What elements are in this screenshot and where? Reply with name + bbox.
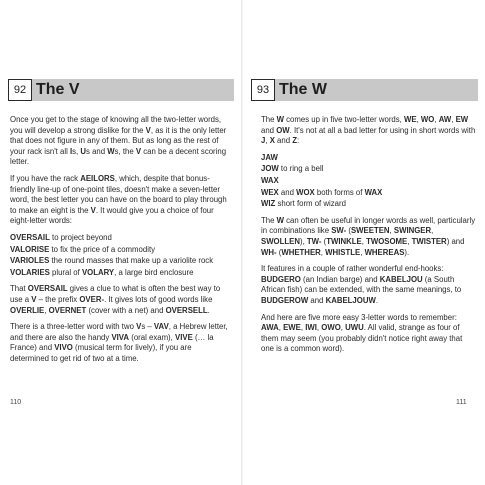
text-run: and [274,136,293,146]
body-paragraphs-2 [261,216,477,355]
bold-word: OWO [321,323,341,333]
paragraph [261,264,477,306]
bold-word: U [80,146,87,156]
text-run: can be a decent scoring letter. [10,146,227,167]
left-page [0,0,242,485]
paragraph [261,216,477,258]
paragraph [261,115,477,147]
word-list-item [261,153,477,164]
bold-word: WO [420,115,435,124]
bold-word: VIVO [54,343,73,353]
bold-word: V [145,125,151,135]
bold-word: X [269,136,275,146]
bold-word: OVERNET [48,305,87,315]
paragraph [10,115,232,168]
word-list-item [10,233,232,244]
text-run: It features in a couple of rather wonderful end-hooks: [261,264,444,274]
bold-word: BUDGEROW [261,295,309,305]
bold-word: WAX [261,175,279,185]
text-run: That [10,284,28,294]
text-run: , [320,247,326,257]
bold-word: TWOSOME [366,236,408,246]
text-run: comes up in five two-letter words, [283,115,404,124]
word-list [10,233,232,278]
bold-word: OW [276,125,290,135]
text-run: . [207,305,210,315]
bold-word: SWOLLEN [261,236,300,246]
word-list-item [10,256,232,267]
text-run: ). [404,247,410,257]
text-run: ), [299,236,307,246]
bold-word: Z [292,136,297,146]
word-list-item [10,245,232,256]
text-run: , which, despite that bonus-friendly line-up of one-point tiles, doesn't make a seven-letter word, the best letter you can have on the board to play through to make an eight is the [10,173,227,215]
word-list-item [261,199,477,210]
bold-word: VAV [153,322,169,332]
paragraph [261,313,477,355]
text-run: . All valid, strange as four of them may seem (you probably didn't notice right away that one is a common word). [261,323,463,354]
text-run: : [297,136,300,146]
bold-word: AW [438,115,452,124]
chapter-title: The V [36,81,80,98]
bold-word: OVERSELL [165,305,208,315]
bold-word: W [107,146,115,156]
bold-word: WIZ [261,199,276,209]
bold-word: BUDGERO [261,274,301,284]
bold-word: V [31,294,37,304]
text-run: , a Hebrew letter, and there are also the handy [10,322,228,342]
text-run: . It would give you a choice of four eight-letter words: [10,205,214,226]
bold-word: VIVE [175,332,193,342]
text-run: . It gives lots of good words like [104,294,213,304]
body-paragraphs [261,115,477,147]
bold-word: WHISTLE [325,247,361,257]
word-list-item [261,164,477,175]
text-run: , [416,115,421,124]
text-run: can often be useful in longer words as well, particularly in combinations like [261,215,476,236]
text-run: , [340,323,346,333]
bold-word: WE [404,115,417,124]
text-run: , [361,236,367,246]
text-run: (musical term for lively), if you are determined to get rid of two at a time. [10,343,192,363]
text-run: – the prefix [36,294,80,304]
text-run: ( [321,236,327,246]
text-run: , [300,323,306,333]
text-run: and [261,125,277,135]
text-run: The [261,115,277,124]
page-number: 111 [456,399,467,406]
text-run: to project beyond [49,232,112,242]
chapter-number: 92 [8,79,32,101]
bold-word: VIVA [111,332,130,342]
bold-word: OVERSAIL [10,232,50,242]
text-run: (… la France) and [10,332,214,353]
text-run: , [434,115,439,124]
text-run: There is a three-letter word with two [10,322,137,332]
bold-word: TWISTER [411,236,447,246]
text-run: and [278,187,297,197]
bold-word: AEILORS [80,173,115,183]
bold-word: WHEREAS [364,247,405,257]
body-paragraphs-2 [10,284,232,364]
bold-word: SWEETEN [350,226,390,236]
bold-word: V [90,205,96,215]
bold-word: KABELJOU [379,274,423,284]
text-run: short form of wizard [275,199,346,209]
text-run: , [451,115,456,124]
text-run: ( [276,247,282,257]
bold-word: J [261,136,266,146]
bold-word: AWA [261,323,279,333]
text-run: , [389,226,394,236]
word-list-item [10,268,232,279]
bold-word: VARIOLES [10,256,50,266]
bold-word: OVERSAIL [27,284,68,294]
text-run: plural of [49,267,82,277]
chapter-number: 93 [251,79,275,101]
bold-word: V [136,322,142,332]
bold-word: IWI [305,323,317,333]
text-run: s – [141,322,154,332]
bold-word: OVER- [79,294,105,304]
bold-word: JOW [261,164,279,174]
paragraph [10,284,232,316]
page-body [261,115,477,361]
text-run: , [407,236,412,246]
text-run: , [44,305,49,315]
bold-word: WH- [261,247,277,257]
text-run: , a large bird enclosure [114,267,194,277]
text-run: and [308,295,326,305]
text-run: , [278,323,284,333]
bold-word: OVERLIE [10,305,45,315]
text-run: ( [346,226,351,236]
bold-word: VALORISE [10,244,50,254]
text-run: s, the [114,146,136,156]
text-run: the round masses that make up a variolite rock [49,256,214,266]
bold-word: WOX [296,187,315,197]
chapter-header [8,79,234,101]
text-run: (oral exam), [129,332,175,342]
right-page [243,0,485,485]
bold-word: SW- [331,226,347,236]
text-run: s, [72,146,81,156]
text-run: Once you get to the stage of knowing all the two-letter words, you will develop a strong dislike for the [10,115,222,135]
paragraph [10,174,232,227]
text-run: s and [86,146,108,156]
text-run: both forms of [314,187,365,197]
bold-word: UWU [345,323,364,333]
text-run: . [375,295,378,305]
bold-word: I [69,146,73,156]
text-run: And here are five more easy 3-letter words to remember: [261,312,457,322]
text-run: (a South African fish) can be extended, with the same meanings, to [261,274,462,295]
paragraph [10,322,232,364]
text-run: , [316,323,322,333]
text-run: to ring a bell [278,164,324,174]
bold-word: SWINGER [393,226,432,236]
bold-word: JAW [261,152,278,162]
text-run: to fix the price of a commodity [49,244,156,254]
chapter-header [251,79,478,101]
text-run: (cover with a net) and [86,305,166,315]
word-list-item [261,188,477,199]
text-run: (an Indian barge) and [300,274,380,284]
bold-word: V [135,146,142,156]
text-run: , as it is the only letter that does not figure in any of them. But as long as the rest of your rack isn't all [10,125,227,156]
text-run: gives a clue to what is often the best way to use a [10,284,221,304]
body-paragraphs [10,115,232,227]
page-body [10,115,232,370]
bold-word: EWE [283,323,301,333]
text-run: The [261,215,277,225]
bold-word: W [276,215,284,225]
text-run: . It's not at all a bad letter for using in short words with [289,125,476,135]
chapter-title: The W [279,81,327,98]
bold-word: TW- [306,236,322,246]
text-run: If you have the rack [10,173,81,183]
page-number: 110 [10,399,22,406]
bold-word: VOLARIES [10,267,50,277]
text-run: , [431,226,434,236]
word-list [261,153,477,210]
word-list-item [261,176,477,187]
bold-word: KABELJOUW [325,295,376,305]
bold-word: WEX [261,187,279,197]
bold-word: WHETHER [281,247,321,257]
bold-word: WAX [364,187,383,197]
bold-word: EW [455,115,469,124]
bold-word: TWINKLE [326,236,362,246]
bold-word: VOLARY [81,267,115,277]
text-run: ) and [446,236,465,246]
text-run: , [360,247,365,257]
bold-word: W [276,115,284,124]
text-run: , [265,136,270,146]
